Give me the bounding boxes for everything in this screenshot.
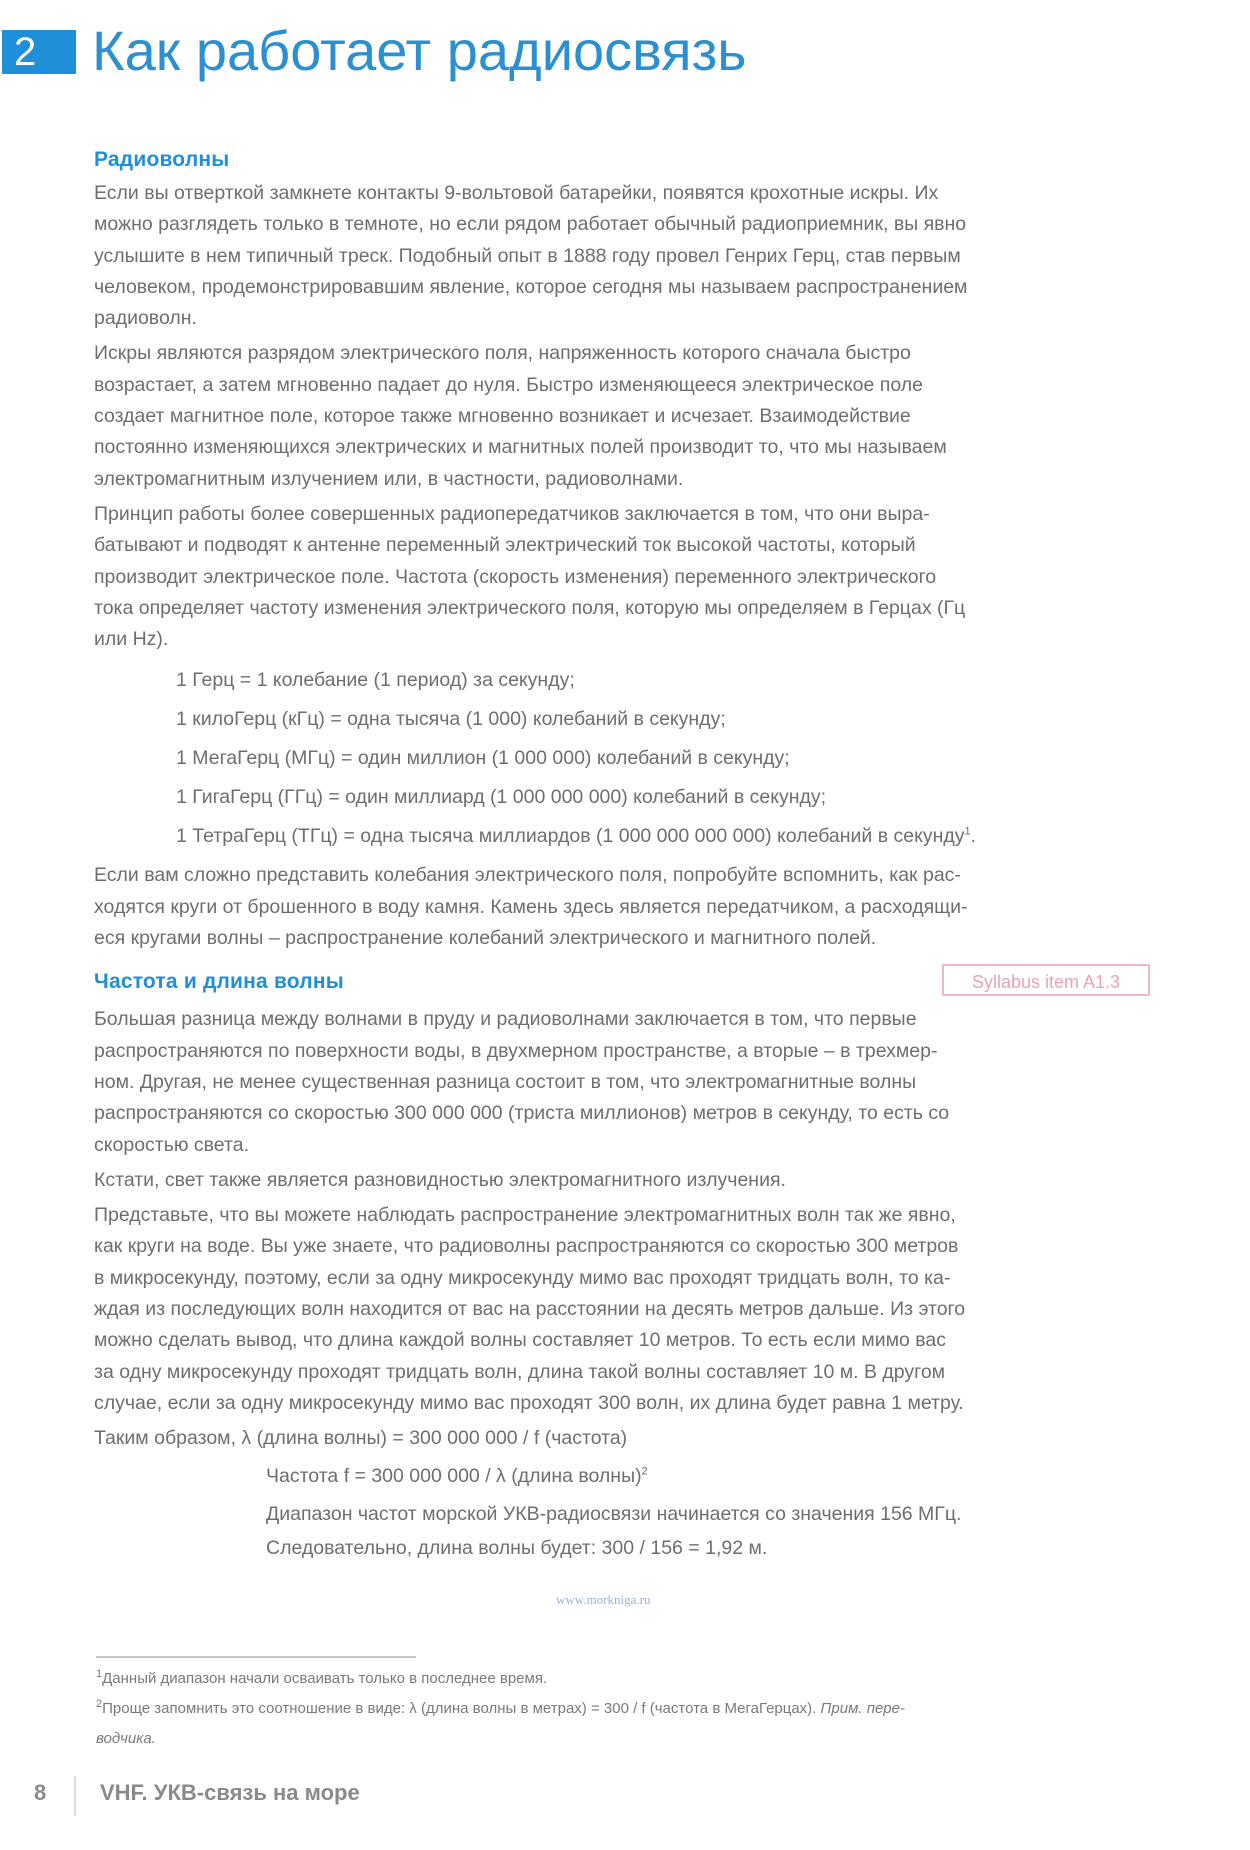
frequency-unit-definitions — [176, 661, 1144, 856]
page-number: 8 — [34, 1780, 47, 1805]
footnote-divider — [96, 1656, 416, 1658]
footnote-mark: 1 — [96, 1668, 103, 1680]
text-line: электромагнитным излучением или, в частности, радиоволнами. — [94, 467, 684, 490]
definition-item: 1 килоГерц (кГц) = одна тысяча (1 000) колебаний в секунду; — [176, 708, 726, 731]
text-line: Если вы отверткой замкнете контакты 9-вольтовой батарейки, появятся крохотные искры. Их — [94, 182, 939, 204]
section-heading-frequency-wavelength: Частота и длина волны — [94, 970, 344, 994]
syllabus-badge: Syllabus item A1.3 — [942, 964, 1150, 996]
definition-item: 1 Герц = 1 колебание (1 период) за секунду; — [176, 669, 575, 692]
chapter-title: Как работает радиосвязь — [92, 19, 747, 82]
text-line: еся кругами волны – распространение колебаний электрического и магнитного полей. — [94, 927, 877, 950]
text-line: Большая разница между волнами в пруду и радиоволнами заключается в том, что первые — [94, 1008, 917, 1031]
definition-item: 1 ГигаГерц (ГГц) = один миллиард (1 000 000 000) колебаний в секунду; — [176, 786, 827, 809]
footnote-1 — [96, 1664, 1146, 1694]
text-line: Принцип работы более совершенных радиопередатчиков заключается в том, что они выра- — [94, 502, 930, 525]
footnotes — [96, 1664, 1146, 1754]
text-line: можно сделать вывод, что длина каждой волны составляет 10 метров. То есть если мимо вас — [94, 1329, 947, 1352]
definition-item — [176, 817, 1144, 856]
text-line: распространяются по поверхности воды, в двухмерном пространстве, а вторые – в трехмер- — [94, 1039, 938, 1062]
text-line: как круги на воде. Вы уже знаете, что радиоволны распространяются со скоростью 300 метров — [94, 1235, 959, 1258]
paragraph — [94, 178, 1144, 334]
text-line: ном. Другая, не менее существенная разница состоит в том, что электромагнитные волны — [94, 1070, 917, 1093]
footer-divider — [74, 1776, 76, 1816]
formula-result: Следовательно, длина волны будет: 300 / 156 = 1,92 м. — [266, 1537, 768, 1560]
text-line: человеком, продемонстрировавшим явление, которое сегодня мы называем распространением — [94, 275, 968, 298]
paragraph — [94, 338, 1144, 494]
formula-frequency — [266, 1457, 1144, 1495]
footnote-text: Данный диапазон начали осваивать только в последнее время. — [102, 1670, 548, 1687]
text-line: радиоволн. — [94, 307, 197, 330]
formula-vhf-range: Диапазон частот морской УКВ-радиосвязи начинается со значения 156 МГц. — [266, 1503, 962, 1526]
punctuation: . — [970, 825, 977, 848]
text-line: производит электрическое поле. Частота (скорость изменения) переменного электрического — [94, 565, 937, 588]
paragraph — [94, 1200, 1144, 1419]
text-line: Представьте, что вы можете наблюдать распространение электромагнитных волн так же явно, — [94, 1204, 956, 1227]
text-line: создает магнитное поле, которое также мгновенно возникает и исчезает. Взаимодействие — [94, 405, 911, 428]
text-line: в микросекунду, поэтому, если за одну микросекунду мимо вас проходят тридцать волн, то ка- — [94, 1266, 951, 1289]
formula-text: Частота f = 300 000 000 / λ (длина волны) — [266, 1465, 642, 1488]
paragraph — [94, 1004, 1144, 1160]
text-line: услышите в нем типичный треск. Подобный опыт в 1888 году провел Генрих Герц, став первым — [94, 244, 961, 267]
text-line: можно разглядеть только в темноте, но если рядом работает обычный радиоприемник, вы явно — [94, 213, 967, 236]
book-title: VHF. УКВ-связь на море — [100, 1780, 360, 1805]
section-heading-radio-waves: Радиоволны — [94, 148, 230, 171]
text-line: возрастает, а затем мгновенно падает до нуля. Быстро изменяющееся электрическое поле — [94, 373, 923, 396]
paragraph — [94, 499, 1144, 655]
paragraph — [94, 860, 1144, 954]
translator-note-end: водчика. — [96, 1730, 156, 1747]
chapter-number-badge: 2 — [2, 30, 76, 74]
main-content — [94, 146, 1144, 1563]
footnote-ref: 1 — [964, 825, 971, 838]
text-line: за одну микросекунду проходят тридцать волн, длина такой волны составляет 10 м. В другом — [94, 1360, 946, 1383]
text-line: ходятся круги от брошенного в воду камня. Камень здесь является передатчиком, а расходящи- — [94, 895, 968, 918]
text-line: ждая из последующих волн находится от вас на расстоянии на десять метров дальше. Из этого — [94, 1298, 966, 1321]
section-header-row — [94, 964, 1144, 1000]
footnote-mark: 2 — [96, 1698, 103, 1710]
watermark: www.morkniga.ru — [556, 1592, 651, 1607]
footnote-2 — [96, 1694, 1146, 1724]
text-line: распространяются со скоростью 300 000 000 (триста миллионов) метров в секунду, то есть со — [94, 1102, 950, 1125]
footnote-2-continued — [96, 1724, 1146, 1754]
definition-item: 1 МегаГерц (МГц) = один миллион (1 000 000) колебаний в секунду; — [176, 747, 790, 770]
text-line: скоростью света. — [94, 1133, 249, 1156]
text-line: Если вам сложно представить колебания электрического поля, попробуйте вспомнить, как рас- — [94, 864, 961, 887]
text-line: Кстати, свет также является разновидностью электромагнитного излучения. — [94, 1168, 786, 1191]
text-line: батывают и подводят к антенне переменный электрический ток высокой частоты, который — [94, 534, 916, 557]
footnote-ref: 2 — [641, 1465, 648, 1478]
definition-text: 1 ТетраГерц (ТГц) = одна тысяча миллиардов (1 000 000 000 000) колебаний в секунду — [176, 825, 965, 848]
footnote-text: Проще запомнить это соотношение в виде: λ (длина волны в метрах) = 300 / f (частота в МегаГерцах). — [102, 1700, 821, 1717]
translator-note: Прим. пере- — [820, 1700, 905, 1717]
page-footer — [0, 1774, 1250, 1824]
text-line: постоянно изменяющихся электрических и магнитных полей производит то, что мы называем — [94, 436, 947, 459]
text-line: или Hz). — [94, 628, 169, 651]
paragraph — [94, 1165, 1144, 1196]
text-line: Искры являются разрядом электрического поля, напряженность которого сначала быстро — [94, 342, 911, 365]
text-line: тока определяет частоту изменения электрического поля, которую мы определяем в Герцах (Гц — [94, 596, 966, 619]
formula-wavelength: Таким образом, λ (длина волны) = 300 000 000 / f (частота) — [94, 1427, 628, 1450]
text-line: случае, если за одну микросекунду мимо вас проходят 300 волн, их длина будет равна 1 метру. — [94, 1391, 964, 1414]
